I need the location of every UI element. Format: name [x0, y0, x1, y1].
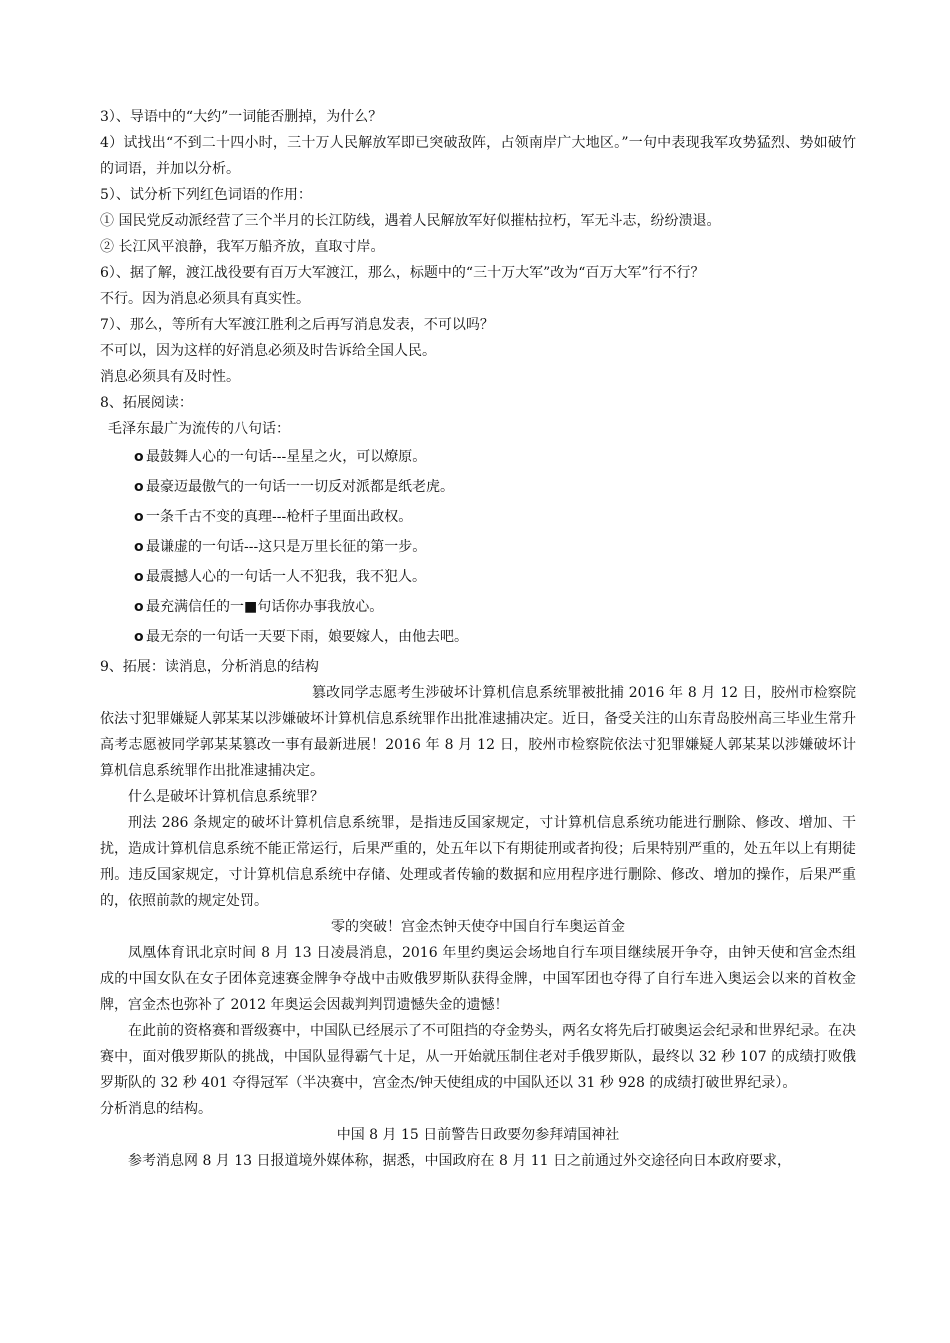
- news-3-title: 中国 8 月 15 日前警告日政要勿参拜靖国神社: [336, 1127, 620, 1143]
- bullet-icon: o: [134, 449, 144, 465]
- quote-text: 最谦虚的一句话---这只是万里长征的第一步。: [146, 539, 427, 555]
- bullet-icon: o: [134, 599, 144, 615]
- analyze-structure: 分析消息的结构。: [100, 1101, 212, 1117]
- quote-text: 最充满信任的一■句话你办事我放心。: [146, 599, 384, 615]
- question-3: 3）、导语中的“大约”一词能否删掉，为什么？: [100, 109, 383, 125]
- question-8: 8、拓展阅读：: [100, 395, 193, 411]
- list-item: [100, 442, 856, 472]
- list-item: [100, 622, 856, 652]
- quotes-intro: 毛泽东最广为流传的八句话：: [108, 421, 290, 437]
- list-item: [100, 502, 856, 532]
- news-2-title: 零的突破！宫金杰钟天使夺中国自行车奥运首金: [331, 919, 625, 935]
- answer-7-line-2: 消息必须具有及时性。: [100, 369, 240, 385]
- document-page: [100, 104, 856, 1174]
- question-5-item-2: ② 长江风平浪静，我军万船齐放，直取寸岸。: [100, 239, 385, 255]
- question-7: 7）、那么，等所有大军渡江胜利之后再写消息发表，不可以吗？: [100, 317, 494, 333]
- bullet-icon: o: [134, 629, 144, 645]
- news-2-paragraph-2: 在此前的资格赛和晋级赛中，中国队已经展示了不可阻挡的夺金势头，两名女将先后打破奥运会纪录和世界纪录。在决赛中，面对俄罗斯队的挑战，中国队显得霸气十足，从一开始就压制住老对手俄罗斯队，最终以 32 秒 107 的成绩打败俄罗斯队的 32 秒 401 夺得冠军（半决赛中，宫金杰/钟天使组成的中国队还以 31 秒 928 的成绩打破世界纪录）。: [100, 1023, 856, 1091]
- quote-list: [100, 442, 856, 652]
- list-item: [100, 532, 856, 562]
- question-what-is-crime: 什么是破坏计算机信息系统罪？: [128, 789, 324, 805]
- law-paragraph: 刑法 286 条规定的破坏计算机信息系统罪，是指违反国家规定，寸计算机信息系统功能进行删除、修改、增加、干扰，造成计算机信息系统不能正常运行，后果严重的，处五年以下有期徒刑或者拘役；后果特别严重的，处五年以上有期徒刑。违反国家规定，寸计算机信息系统中存储、处理或者传输的数据和应用程序进行删除、修改、增加的操作，后果严重的，依照前款的规定处罚。: [100, 815, 856, 909]
- answer-7-line-1: 不可以，因为这样的好消息必须及时告诉给全国人民。: [100, 343, 436, 359]
- list-item: [100, 472, 856, 502]
- quote-text: 最豪迈最傲气的一句话一一切反对派都是纸老虎。: [146, 479, 454, 495]
- news-2-paragraph-1: 凤凰体育讯北京时间 8 月 13 日凌晨消息，2016 年里约奥运会场地自行车项目继续展开争夺，由钟天使和宫金杰组成的中国女队在女子团体竞速赛金牌争夺战中击败俄罗斯队获得金牌，中国军团也夺得了自行车进入奥运会以来的首枚金牌，宫金杰也弥补了 2012 年奥运会因裁判判罚遗憾失金的遗憾！: [100, 945, 856, 1013]
- bullet-icon: o: [134, 509, 144, 525]
- news-1-paragraph: 篡改同学志愿考生涉破坏计算机信息系统罪被批捕 2016 年 8 月 12 日，胶州市检察院依法寸犯罪嫌疑人郭某某以涉嫌破坏计算机信息系统罪作出批准逮捕决定。近日，备受关注的山东青岛胶州高三毕业生常升高考志愿被同学郭某某篡改一事有最新进展！2016 年 8 月 12 日，胶州市检察院依法寸犯罪嫌疑人郭某某以涉嫌破坏计算机信息系统罪作出批准逮捕决定。: [100, 685, 856, 779]
- list-item: [100, 592, 856, 622]
- quote-text: 一条千古不变的真理---枪杆子里面出政权。: [146, 509, 413, 525]
- question-5-item-1: ① 国民党反动派经营了三个半月的长江防线，遇着人民解放军好似摧枯拉朽，军无斗志，纷纷溃退。: [100, 213, 721, 229]
- news-3-paragraph: 参考消息网 8 月 13 日报道境外媒体称，据悉，中国政府在 8 月 11 日之前通过外交途径向日本政府要求，: [128, 1153, 792, 1169]
- question-6: 6）、据了解，渡江战役要有百万大军渡江，那么，标题中的“三十万大军”改为“百万大军”行不行？: [100, 265, 705, 281]
- quote-text: 最鼓舞人心的一句话---星星之火，可以燎原。: [146, 449, 427, 465]
- bullet-icon: o: [134, 539, 144, 555]
- bullet-icon: o: [134, 479, 144, 495]
- section-9-heading: 9、拓展：读消息，分析消息的结构: [100, 659, 319, 675]
- question-5: 5）、试分析下列红色词语的作用：: [100, 187, 312, 203]
- answer-6: 不行。因为消息必须具有真实性。: [100, 291, 310, 307]
- question-4: 4）试找出“不到二十四小时，三十万人民解放军即已突破敌阵，占领南岸广大地区。”一句中表现我军攻势猛烈、势如破竹的词语，并加以分析。: [100, 135, 856, 177]
- list-item: [100, 562, 856, 592]
- bullet-icon: o: [134, 569, 144, 585]
- quote-text: 最震撼人心的一句话一人不犯我，我不犯人。: [146, 569, 426, 585]
- quote-text: 最无奈的一句话一天要下雨，娘要嫁人，由他去吧。: [146, 629, 468, 645]
